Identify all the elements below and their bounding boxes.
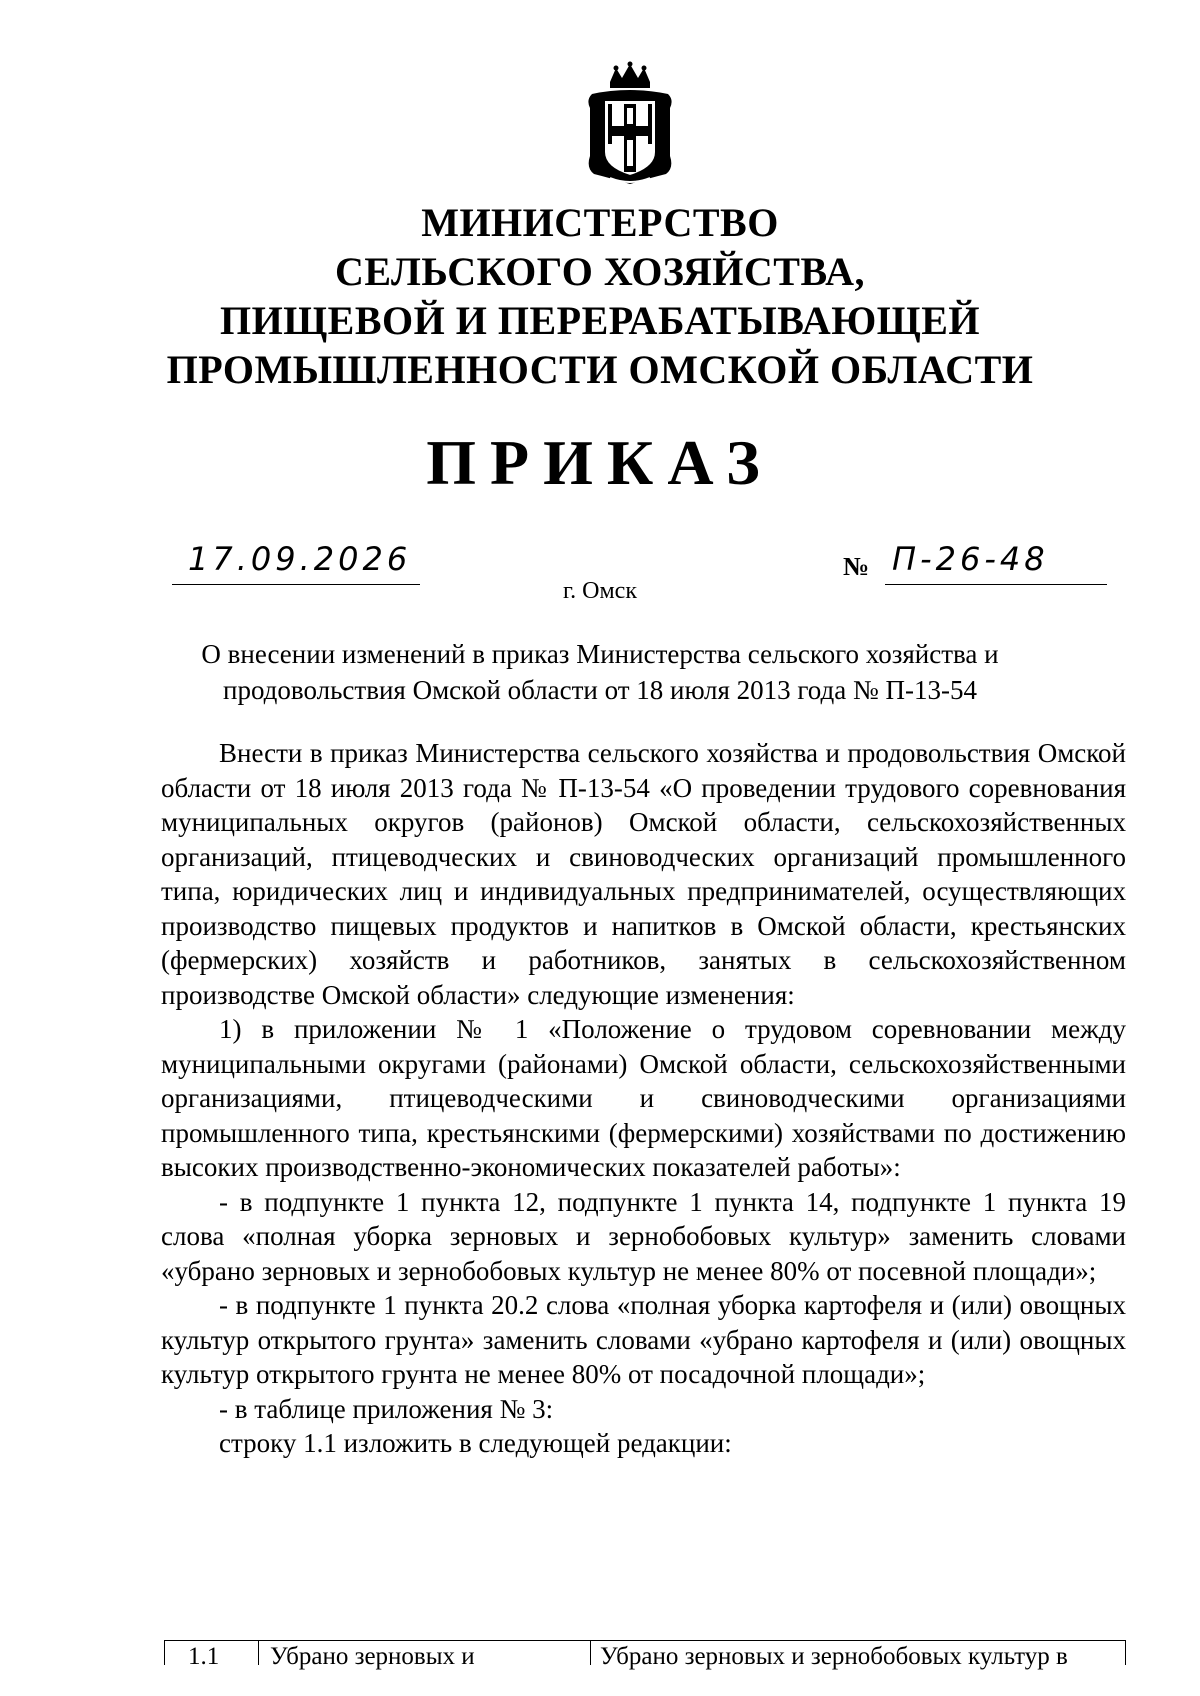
subject-line-1: О внесении изменений в приказ Министерства сельского хозяйства и (201, 639, 999, 669)
table-border (1125, 1641, 1126, 1665)
ministry-title-line-2: СЕЛЬСКОГО ХОЗЯЙСТВА, (334, 249, 866, 294)
order-body (161, 736, 1126, 1461)
coat-of-arms-icon (580, 60, 680, 188)
ministry-title-line-1: МИНИСТЕРСТВО (421, 200, 779, 245)
subject-line-2: продовольствия Омской области от 18 июля 2013 года № П-13-54 (223, 675, 977, 705)
table-cell-indicator: Убрано зерновых и (270, 1643, 475, 1670)
table-cell-description: Убрано зерновых и зернобобовых культур в (600, 1643, 1068, 1670)
order-date: 17.09.2026 (188, 540, 412, 578)
table-border (164, 1641, 165, 1665)
table-row (164, 1640, 1126, 1670)
body-paragraph-4: - в подпункте 1 пункта 20.2 слова «полная уборка картофеля и (или) овощных культур открытого грунта» заменить словами «убрано картофеля и (или) овощных культур открытого грунта не менее 80% от посадочной площади»; (161, 1290, 1126, 1389)
body-paragraph-6: строку 1.1 изложить в следующей редакции: (219, 1428, 732, 1458)
document-type-title: ПРИКАЗ (426, 427, 774, 498)
number-sign: № (843, 552, 870, 581)
order-number: П-26-48 (892, 540, 1049, 578)
city: г. Омск (563, 578, 637, 604)
order-subject (160, 636, 1040, 708)
body-paragraph-1: Внести в приказ Министерства сельского хозяйства и продовольствия Омской области от 18 июля 2013 года № П-13-54 «О проведении трудового соревнования муниципальных округов (районов) Омской области, сельскохозяйственных организаций, птицеводческих и свиноводческих организаций промышленного типа, юридических лиц и индивидуальных предпринимателей, осуществляющих производство пищевых продуктов и напитков в Омской области, крестьянских (фермерских) хозяйств и работников, занятых в сельскохозяйственном производстве Омской области» следующие изменения: (161, 738, 1126, 1010)
body-paragraph-3: - в подпункте 1 пункта 12, подпункте 1 пункта 14, подпункте 1 пункта 19 слова «полная уборка зерновых и зернобобовых культур» заменить словами «убрано зерновых и зернобобовых культур не менее 80% от посевной площади»; (161, 1186, 1126, 1286)
table-cell-number: 1.1 (188, 1643, 220, 1670)
ministry-title-line-3: ПИЩЕВОЙ И ПЕРЕРАБАТЫВАЮЩЕЙ (219, 298, 980, 343)
table-border (258, 1641, 259, 1665)
body-paragraph-2: 1) в приложении № 1 «Положение о трудовом соревновании между муниципальными округами (районами) Омской области, сельскохозяйственными организациями, птицеводческими и свиноводческими организациями промышленного типа, крестьянскими (фермерскими) хозяйствами по достижению высоких производственно-экономических показателей работы»: (161, 1014, 1126, 1182)
table-border (590, 1641, 591, 1665)
ministry-title-line-4: ПРОМЫШЛЕННОСТИ ОМСКОЙ ОБЛАСТИ (166, 347, 1034, 392)
body-paragraph-5: - в таблице приложения № 3: (219, 1393, 554, 1424)
